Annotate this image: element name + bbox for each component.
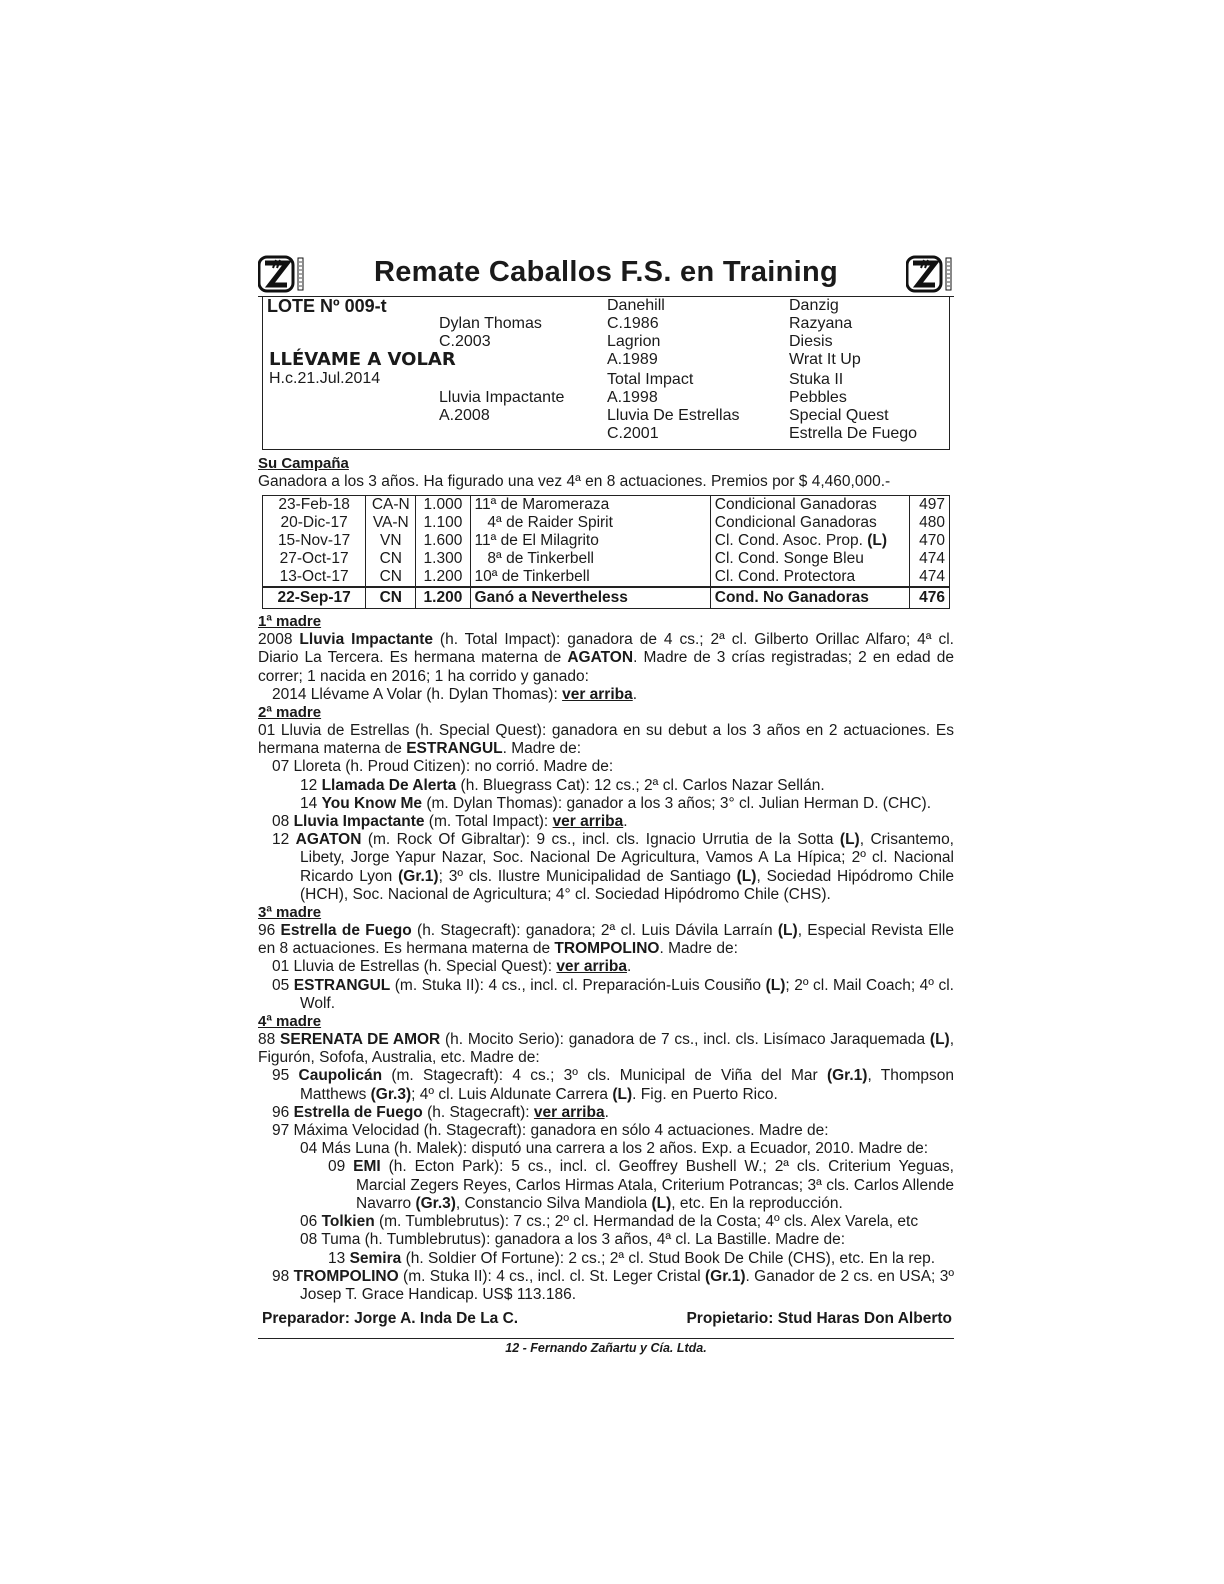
text: . Madre de 3 crías registradas; 2 en edad de correr; 1 nacida en 2016; 1 ha corrido y ganado: [258, 649, 954, 685]
race-name [710, 532, 909, 550]
text: (h. Total Impact): ganadora de 4 cs.; 2ª cl. Gilberto Orillac Alfaro; 4ª cl. Diario La Tercera. Es hermana materna de [258, 631, 954, 667]
granddam-1-year: A.1989 [607, 351, 658, 368]
horse-name: Lluvia Impactante [293, 813, 425, 831]
race-distance: 1.100 [416, 514, 470, 532]
grade-tag: (Gr.1) [826, 1067, 868, 1085]
trainer: Preparador: Jorge A. Inda De La C. [262, 1310, 519, 1328]
list-item [258, 831, 954, 904]
table-row [263, 568, 950, 587]
grandsire-1-year: C.1986 [607, 315, 659, 332]
page-footer: 12 - Fernando Zañartu y Cía. Ltda. [505, 1341, 707, 1356]
granddam-2-year: C.2001 [607, 425, 659, 442]
credits-row [258, 1310, 954, 1332]
grade-tag: (Gr.3) [415, 1194, 456, 1212]
list-item: 04 Más Luna (h. Malek): disputó una carrera a los 2 años. Exp. a Ecuador, 2010. Madre de: [300, 1140, 929, 1158]
see-above-link[interactable]: ver arriba [552, 813, 624, 831]
horse-name: AGATON [295, 831, 362, 849]
grade-tag: (L) [736, 867, 757, 885]
race-name-text: Cl. Cond. Asoc. Prop. [714, 532, 863, 550]
catalog-page [258, 252, 954, 1355]
race-weight: 480 [910, 514, 950, 532]
sibling-name: AGATON [567, 649, 634, 667]
race-weight: 497 [910, 496, 950, 515]
text: , etc. En la reproducción. [671, 1194, 843, 1212]
list-item [258, 686, 954, 704]
fourth-dam-heading: 4ª madre [258, 1013, 322, 1031]
text: . [623, 813, 628, 831]
race-weight: 474 [910, 550, 950, 568]
text: , Especial Revista Elle en 8 actuaciones. Es hermana materna de [258, 922, 954, 958]
granddam-1: Lagrion [607, 333, 661, 350]
horse-name: You Know Me [321, 794, 423, 812]
text: 14 [300, 794, 322, 812]
second-dam-heading: 2ª madre [258, 704, 322, 722]
race-result: 10ª de Tinkerbell [470, 568, 710, 587]
dam-name: Lluvia Impactante [299, 631, 433, 649]
race-result: 11ª de Maromeraza [470, 496, 710, 515]
text: . Ganador de 2 cs. en USA; 3º Josep T. Grace Handicap. US$ 113.186. [300, 1267, 954, 1303]
list-item: 07 Lloreta (h. Proud Citizen): no corrió. Madre de: [272, 758, 614, 776]
race-track: VN [366, 532, 416, 550]
race-track: CN [366, 568, 416, 587]
text: 12 [272, 831, 296, 849]
text: (m. Stagecraft): 4 cs.; 3º cls. Municipal de Viña del Mar [382, 1067, 827, 1085]
text: 09 [328, 1158, 354, 1176]
text: ; 2º cl. Mail Coach; 4º cl. Wolf. [300, 976, 954, 1012]
text: . [632, 685, 638, 703]
text: . Fig. en Puerto Rico. [632, 1085, 778, 1103]
list-item [258, 1158, 954, 1213]
text: 88 [258, 1031, 281, 1049]
race-date: 20-Dic-17 [280, 514, 348, 532]
race-date: 15-Nov-17 [277, 532, 351, 550]
race-date: 13-Oct-17 [279, 568, 349, 586]
table-row [263, 550, 950, 568]
dam-year: A.2008 [439, 407, 490, 424]
race-date: 22-Sep-17 [263, 587, 366, 609]
table-row-win [263, 587, 950, 609]
text: 13 [328, 1249, 350, 1267]
race-weight: 474 [910, 568, 950, 587]
race-result: 8ª de Tinkerbell [470, 550, 710, 568]
list-item [258, 977, 954, 1013]
ancestor: Special Quest [789, 407, 889, 424]
text: (h. Mocito Serio): ganadora de 7 cs., incl. cls. Lisímaco Jaraquemada [440, 1031, 930, 1049]
text: 2008 [258, 631, 300, 649]
race-track: CA-N [366, 496, 416, 515]
text: , Sociedad Hipódromo Chile (HCH), Soc. Nacional de Agricultura; 4° cl. Sociedad Hipódromo Chile (CHS). [300, 867, 954, 903]
race-weight: 476 [910, 587, 950, 609]
list-item [258, 777, 954, 795]
race-name: Condicional Ganadoras [710, 496, 909, 515]
horse-name: TROMPOLINO [293, 1267, 399, 1285]
race-name: Cl. Cond. Songe Bleu [710, 550, 909, 568]
race-name: Cl. Cond. Protectora [710, 568, 909, 587]
horse-name: LLÉVAME A VOLAR [269, 349, 456, 370]
race-name: Cond. No Ganadoras [710, 587, 909, 609]
horse-info: H.c.21.Jul.2014 [269, 370, 381, 387]
text: (m. Tumblebrutus): 7 cs.; 2º cl. Hermandad de la Costa; 4º cls. Alex Varela, etc [374, 1213, 919, 1231]
text: . Madre de: [502, 740, 582, 758]
fourth-dam-paragraph [258, 1031, 954, 1067]
ancestor: Wrat It Up [789, 351, 861, 368]
text: 95 [272, 1067, 299, 1085]
table-row [263, 496, 950, 515]
text: . [604, 1103, 609, 1121]
second-dam-paragraph [258, 722, 954, 758]
text: 12 [300, 776, 322, 794]
page-header [258, 252, 954, 297]
text: (m. Dylan Thomas): ganador a los 3 años; 3° cl. Julian Herman D. (CHC). [422, 794, 932, 812]
dam-name: Lluvia Impactante [439, 389, 565, 406]
text: (m. Total Impact): [424, 813, 553, 831]
race-result: 4ª de Raider Spirit [470, 514, 710, 532]
table-row [263, 532, 950, 550]
race-distance: 1.300 [416, 550, 470, 568]
text: (h. Ecton Park): 5 cs., incl. cl. Geoffrey Bushell W.; 2ª cls. Criterium Yeguas, Marcial Zegers Reyes, Carlos Hirmas Atala, Criterium Potrancas; 3ª cls. Carlos Allende Navarro [356, 1158, 954, 1212]
grade-tag: (L) [929, 1031, 950, 1049]
grandsire-2-year: A.1998 [607, 389, 658, 406]
lot-number: LOTE Nº 009-t [267, 296, 387, 316]
text: , Crisantemo, Libety, Jorge Yapur Nazar, Soc. Nacional De Agricultura, Vamos A La Hípica; 2º cl. Nacional Ricardo Lyon [300, 831, 954, 885]
ancestor: Estrella De Fuego [789, 425, 918, 442]
race-distance: 1.200 [416, 587, 470, 609]
sibling-name: TROMPOLINO [554, 940, 660, 958]
horse-name: Tolkien [321, 1213, 375, 1231]
first-dam-paragraph [258, 631, 954, 686]
horse-name: Caupolicán [298, 1067, 383, 1085]
horse-name: Semira [349, 1249, 402, 1267]
text: (m. Stuka II): 4 cs., incl. cl. St. Leger Cristal [398, 1267, 706, 1285]
grade-tag: (L) [765, 976, 786, 994]
page-title: Remate Caballos F.S. en Training [373, 256, 839, 288]
grade-tag: (Gr.1) [398, 867, 439, 885]
text: (h. Soldier Of Fortune): 2 cs.; 2ª cl. Stud Book De Chile (CHS), etc. En la rep. [401, 1249, 936, 1267]
campaign-heading: Su Campaña [258, 455, 349, 472]
list-item: 08 Tuma (h. Tumblebrutus): ganadora a los 3 años, 4ª cl. La Bastille. Madre de: [300, 1231, 846, 1249]
ancestor: Pebbles [789, 389, 847, 406]
see-above-link[interactable]: ver arriba [556, 958, 627, 976]
list-item [258, 958, 954, 976]
grandsire-1: Danehill [607, 297, 665, 314]
horse-name: Llamada De Alerta [321, 776, 457, 794]
grade-tag: (Gr.1) [705, 1267, 746, 1285]
race-table [262, 495, 950, 609]
first-dam-heading: 1ª madre [258, 613, 322, 631]
race-date: 27-Oct-17 [279, 550, 349, 568]
horse-name: Estrella de Fuego [293, 1103, 423, 1121]
race-result: 11ª de El Milagrito [470, 532, 710, 550]
text: , Thompson Matthews [300, 1067, 954, 1103]
grade-tag: (L) [839, 831, 860, 849]
owner: Propietario: Stud Haras Don Alberto [686, 1310, 952, 1328]
see-above-link[interactable]: ver arriba [533, 1103, 605, 1121]
text: 01 Lluvia de Estrellas (h. Special Quest): [272, 958, 557, 976]
race-distance: 1.600 [416, 532, 470, 550]
third-dam-paragraph [258, 922, 954, 958]
text: 01 Lluvia de Estrellas (h. Special Quest): ganadora en su debut a los 3 años en 2 actuaciones. Es hermana materna de [258, 722, 954, 758]
list-item [258, 1268, 954, 1304]
race-weight: 470 [910, 532, 950, 550]
campaign-summary: Ganadora a los 3 años. Ha figurado una vez 4ª en 8 actuaciones. Premios por $ 4,460,000.- [258, 473, 891, 490]
dam-name: Estrella de Fuego [280, 922, 412, 940]
horse-name: EMI [353, 1158, 381, 1176]
sibling-name: ESTRANGUL [406, 740, 503, 758]
grade-tag: (L) [777, 922, 798, 940]
ancestor: Diesis [789, 333, 833, 350]
text: 96 [272, 1103, 294, 1121]
race-distance: 1.200 [416, 568, 470, 587]
text: 2014 Llévame A Volar (h. Dylan Thomas): [272, 685, 563, 703]
grade-tag: (L) [651, 1194, 672, 1212]
grade-tag: (Gr.3) [370, 1085, 412, 1103]
text: (m. Rock Of Gibraltar): 9 cs., incl. cls. Ignacio Urrutia de la Sotta [361, 831, 840, 849]
text: , Constancio Silva Mandiola [455, 1194, 652, 1212]
text: 98 [272, 1267, 294, 1285]
pedigree-box [262, 297, 950, 450]
list-item [258, 1104, 954, 1122]
table-row [263, 514, 950, 532]
grade-tag: (L) [612, 1085, 633, 1103]
list-item [258, 1213, 954, 1231]
text: ; 4º cl. Luis Aldunate Carrera [411, 1085, 613, 1103]
text: ; 3º cls. Ilustre Municipalidad de Santiago [438, 867, 737, 885]
list-item [258, 1067, 954, 1103]
list-item: 97 Máxima Velocidad (h. Stagecraft): ganadora en sólo 4 actuaciones. Madre de: [272, 1122, 829, 1140]
text: (h. Stagecraft): [422, 1103, 534, 1121]
text: 08 [272, 813, 294, 831]
see-above-link[interactable]: ver arriba [562, 685, 633, 703]
ancestor: Danzig [789, 297, 839, 314]
race-grade: (L) [867, 532, 888, 550]
text: , Figurón, Sofofa, Australia, etc. Madre de: [258, 1031, 955, 1067]
dam-name: SERENATA DE AMOR [280, 1031, 441, 1049]
fz-logo-icon [906, 254, 954, 294]
race-name: Condicional Ganadoras [710, 514, 909, 532]
text: 96 [258, 922, 281, 940]
list-item [258, 795, 954, 813]
text: (m. Stuka II): 4 cs., incl. cl. Preparación-Luis Cousiño [390, 976, 766, 994]
text: 05 [272, 976, 294, 994]
race-track: CN [366, 587, 416, 609]
text: . [626, 958, 632, 976]
race-track: VA-N [366, 514, 416, 532]
race-distance: 1.000 [416, 496, 470, 515]
list-item [258, 1250, 954, 1268]
text: . Madre de: [659, 940, 738, 958]
horse-name: ESTRANGUL [293, 976, 391, 994]
race-track: CN [366, 550, 416, 568]
ancestor: Stuka II [789, 371, 844, 388]
text: 06 [300, 1213, 322, 1231]
list-item [258, 813, 954, 831]
third-dam-heading: 3ª madre [258, 904, 322, 922]
race-date: 23-Feb-18 [278, 496, 350, 514]
sire-name: Dylan Thomas [439, 315, 542, 332]
race-result: Ganó a Nevertheless [470, 587, 710, 609]
text: (h. Stagecraft): ganadora; 2ª cl. Luis Dávila Larraín [411, 922, 778, 940]
granddam-2: Lluvia De Estrellas [607, 407, 740, 424]
ancestor: Razyana [789, 315, 853, 332]
footer-divider [258, 1338, 954, 1339]
grandsire-2: Total Impact [607, 371, 694, 388]
sire-year: C.2003 [439, 333, 491, 350]
text: (h. Bluegrass Cat): 12 cs.; 2ª cl. Carlos Nazar Sellán. [456, 776, 825, 794]
